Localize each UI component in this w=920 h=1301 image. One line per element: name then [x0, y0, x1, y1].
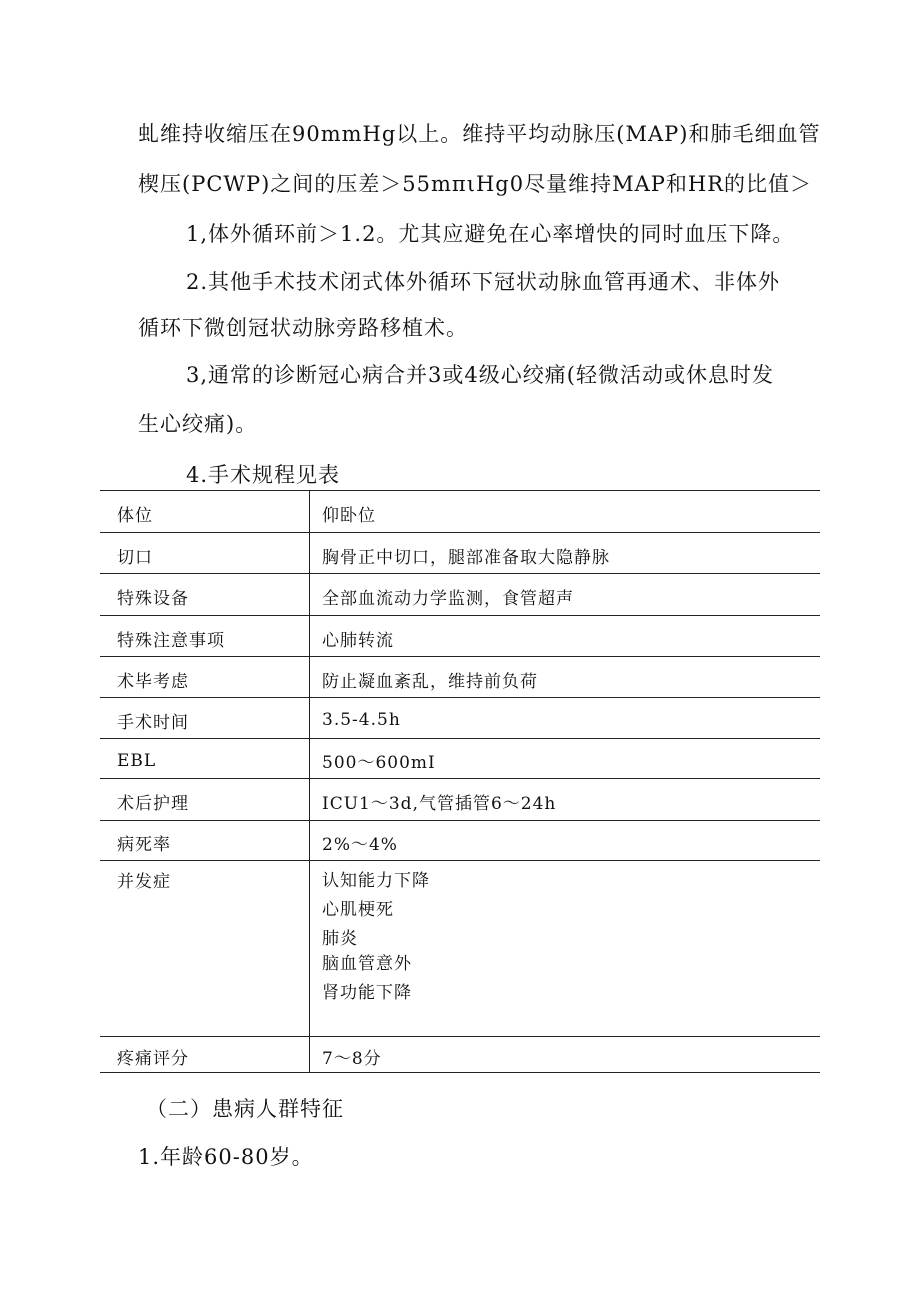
section-heading: （二）患病人群特征 [146, 1097, 344, 1121]
table-row [100, 574, 820, 616]
table-row [100, 616, 820, 657]
paragraph-4-line-2: 生心绞痛)。 [138, 412, 258, 436]
table-row [100, 698, 820, 739]
paragraph-1-line-1: 虬维持收缩压在90mmHg以上。维持平均动脉压(MAP)和肺毛细血管 [138, 122, 821, 146]
row-key: 手术时间 [100, 698, 310, 739]
paragraph-4-line-1: 3,通常的诊断冠心病合并3或4级心绞痛(轻微活动或休息时发 [186, 363, 774, 387]
table-row [100, 821, 820, 861]
row-key: 特殊注意事项 [100, 616, 310, 657]
row-value: ICU1～3d,气管插管6～24h [310, 779, 821, 821]
paragraph-1-line-2: 楔压(PCWP)之间的压差＞55mπιHg0尽量维持MAP和HR的比值＞ [138, 172, 813, 196]
row-key: 并发症 [100, 861, 310, 1037]
surgery-protocol-table [100, 490, 820, 1073]
table-row [100, 1037, 820, 1073]
row-key: 体位 [100, 491, 310, 533]
row-key: EBL [100, 739, 310, 779]
row-key: 切口 [100, 533, 310, 574]
row-value: 全部血流动力学监测，食管超声 [310, 574, 821, 616]
row-value: 2%～4% [310, 821, 821, 861]
row-key: 特殊设备 [100, 574, 310, 616]
table-row [100, 533, 820, 574]
list-item: 肾功能下降 [322, 983, 412, 1003]
complications-list [322, 867, 820, 1008]
row-key: 术毕考虑 [100, 657, 310, 698]
row-key: 术后护理 [100, 779, 310, 821]
table-row [100, 779, 820, 821]
complications-cell [310, 861, 821, 1037]
list-item: 认知能力下降 [322, 871, 430, 891]
row-value: 胸骨正中切口，腿部准备取大隐静脉 [310, 533, 821, 574]
row-value: 7～8分 [310, 1037, 821, 1073]
table-row [100, 739, 820, 779]
paragraph-3-line-1: 2.其他手术技术闭式体外循环下冠状动脉血管再通术、非体外 [186, 270, 781, 294]
row-value: 500～600mI [310, 739, 821, 779]
paragraph-2: 1,体外循环前＞1.2。尤其应避免在心率增快的同时血压下降。 [186, 222, 795, 246]
row-value: 心肺转流 [310, 616, 821, 657]
row-value: 防止凝血紊乱，维持前负荷 [310, 657, 821, 698]
list-item: 肺炎 [322, 929, 358, 949]
row-value: 仰卧位 [310, 491, 821, 533]
table-row [100, 657, 820, 698]
table-row [100, 491, 820, 533]
paragraph-3-line-2: 循环下微创冠状动脉旁路移植术。 [138, 316, 468, 340]
row-value: 3.5-4.5h [310, 698, 821, 739]
age-line: 1.年龄60-80岁。 [138, 1145, 314, 1169]
table-caption: 4.手术规程见表 [186, 463, 341, 487]
list-item: 脑血管意外 [322, 954, 412, 974]
table-row-complications [100, 861, 820, 1037]
row-key: 病死率 [100, 821, 310, 861]
list-item: 心肌梗死 [322, 900, 394, 920]
row-key: 疼痛评分 [100, 1037, 310, 1073]
